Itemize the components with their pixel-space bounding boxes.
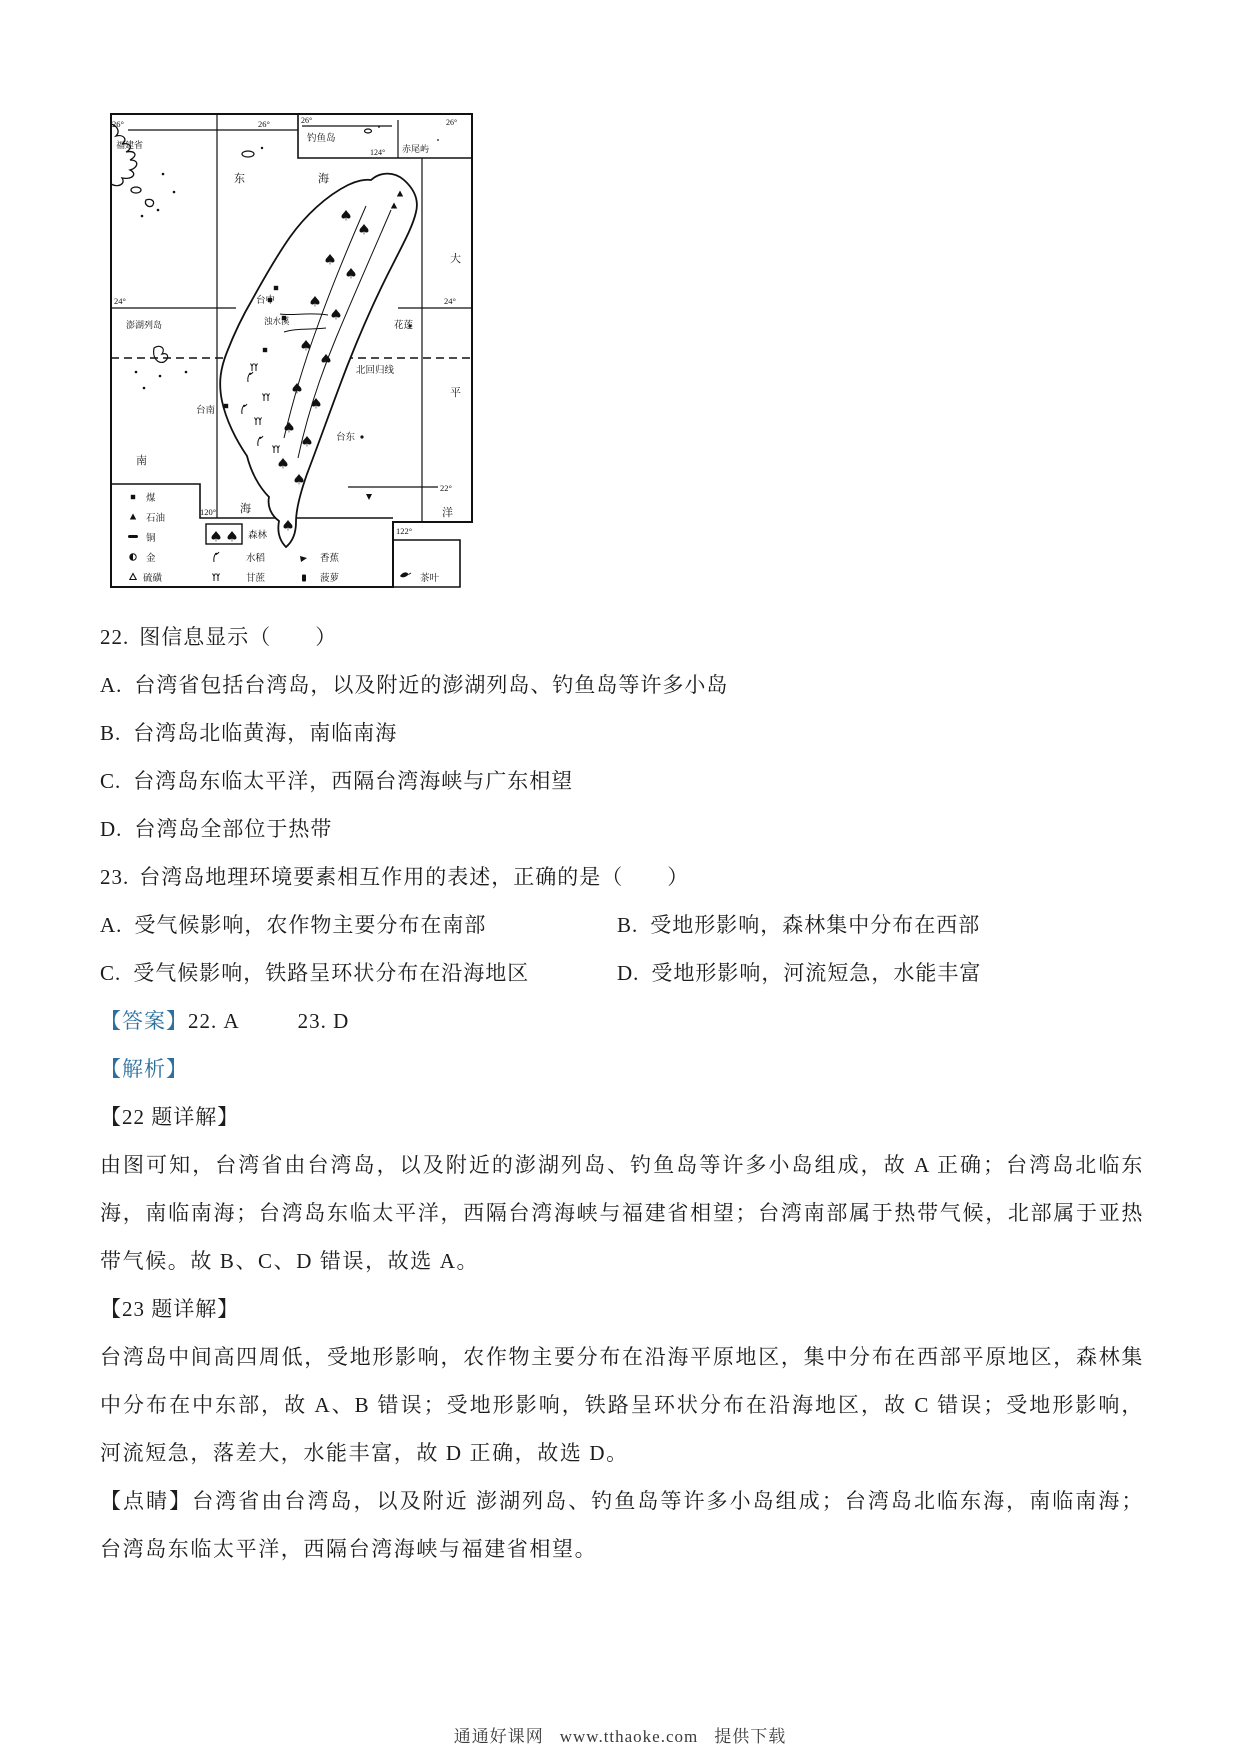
q23-option-d bbox=[617, 961, 981, 985]
label-tainan: 台南 bbox=[196, 406, 216, 416]
label-lat24-left: 24° bbox=[114, 296, 126, 306]
answer-22: 22. A bbox=[188, 1009, 240, 1033]
answer-line bbox=[100, 997, 1144, 1045]
sulfur-icon bbox=[130, 574, 136, 580]
label-chiwei: 赤尾屿 bbox=[402, 144, 430, 154]
label-lat26-mid: 26° bbox=[258, 119, 270, 129]
q23-option-b-text: 受地形影响，森林集中分布在西部 bbox=[650, 913, 981, 937]
legend-sulfur-label: 硫磺 bbox=[143, 574, 163, 584]
label-taizhong: 台中 bbox=[256, 296, 276, 306]
label-penghu: 澎湖列岛 bbox=[126, 320, 163, 330]
q22-option-b-text: 台湾岛北临黄海，南临南海 bbox=[133, 721, 398, 745]
forest-icon-box bbox=[206, 524, 242, 544]
detail-22-text: 由图可知，台湾省由台湾岛，以及附近的澎湖列岛、钓鱼岛等许多小岛组成，故 A 正确；台湾岛北临东海，南临南海；台湾岛东临太平洋，西隔台湾海峡与福建省相望；台湾南部属于热带气候，北部属于亚热带气候。故 B、C、D 错误，故选 A。 bbox=[100, 1153, 1144, 1273]
q22-option-c bbox=[100, 757, 1144, 805]
tea-icon bbox=[400, 572, 411, 577]
label-south: 南 bbox=[136, 455, 147, 467]
rice-icon bbox=[214, 552, 219, 562]
q22-option-a bbox=[100, 661, 1144, 709]
dianjing-text: 台湾省由台湾岛，以及附近 澎湖列岛、钓鱼岛等许多小岛组成；台湾岛北临东海，南临南海；台湾岛东临太平洋，西隔台湾海峡与福建省相望。 bbox=[100, 1489, 1144, 1561]
legend-copper-label: 铜 bbox=[146, 534, 156, 544]
label-sea-south: 海 bbox=[240, 503, 251, 515]
q23-option-a-text: 受气候影响，农作物主要分布在南部 bbox=[134, 913, 487, 937]
footer-url: www.tthaoke.com bbox=[559, 1727, 699, 1746]
label-pacific-1: 大 bbox=[450, 253, 461, 265]
q22-option-c-text: 台湾岛东临太平洋，西隔台湾海峡与广东相望 bbox=[133, 769, 574, 793]
label-lat26-left: 26° bbox=[112, 119, 124, 129]
analysis-tag-line bbox=[100, 1045, 1144, 1093]
legend-pineapple-label: 菠萝 bbox=[320, 574, 340, 584]
question-22-number: 22. bbox=[100, 625, 130, 649]
answer-23: 23. D bbox=[297, 1009, 350, 1033]
footer-site-name: 通通好课网 bbox=[453, 1727, 544, 1746]
q23-option-d-text: 受地形影响，河流短急，水能丰富 bbox=[651, 961, 982, 985]
page-footer bbox=[0, 1722, 1240, 1747]
legend-tea-label: 茶叶 bbox=[420, 574, 440, 584]
q22-option-c-label: C. bbox=[100, 769, 122, 793]
exam-body bbox=[100, 613, 1144, 1573]
forest-icon bbox=[212, 531, 237, 542]
q23-option-a-label: A. bbox=[100, 913, 123, 937]
answer-tag: 【答案】 bbox=[100, 1009, 188, 1033]
q22-option-d-text: 台湾岛全部位于热带 bbox=[134, 817, 333, 841]
legend-banana-label: 香蕉 bbox=[320, 554, 340, 564]
dianjing-paragraph bbox=[100, 1477, 1144, 1573]
pineapple-icon bbox=[302, 575, 306, 582]
q23-option-c bbox=[100, 949, 617, 997]
banana-icon bbox=[300, 556, 307, 562]
q22-option-d-label: D. bbox=[100, 817, 123, 841]
taiwan-map-figure bbox=[108, 110, 475, 592]
legend-coal-label: 煤 bbox=[146, 494, 156, 504]
detail-23-title: 【23 题详解】 bbox=[100, 1297, 240, 1321]
label-taidong: 台东 bbox=[336, 433, 356, 443]
sugarcane-icon bbox=[213, 574, 220, 582]
label-pacific-3: 洋 bbox=[442, 507, 453, 519]
question-23-text: 台湾岛地理环境要素相互作用的表述，正确的是（ ） bbox=[139, 865, 690, 889]
legend-gold-label: 金 bbox=[146, 554, 156, 564]
label-fujian: 福建省 bbox=[116, 140, 144, 150]
penghu-islands bbox=[135, 346, 188, 389]
q23-options-row-2 bbox=[100, 949, 1144, 997]
q23-option-b-label: B. bbox=[617, 913, 639, 937]
label-lat24-right: 24° bbox=[444, 296, 456, 306]
taiwan-island-outline bbox=[220, 174, 417, 547]
detail-22-paragraph bbox=[100, 1141, 1144, 1285]
q22-option-b bbox=[100, 709, 1144, 757]
q23-option-c-text: 受气候影响，铁路呈环状分布在沿海地区 bbox=[133, 961, 530, 985]
q23-option-b bbox=[617, 913, 980, 937]
q22-option-a-label: A. bbox=[100, 673, 123, 697]
label-tropic: 北回归线 bbox=[356, 366, 395, 376]
q23-option-c-label: C. bbox=[100, 961, 122, 985]
label-sea-east: 海 bbox=[318, 173, 329, 185]
legend-oil-label: 石油 bbox=[146, 514, 166, 524]
oil-icon bbox=[130, 514, 136, 520]
dianjing-tag: 【点睛】 bbox=[100, 1489, 193, 1513]
label-east: 东 bbox=[234, 173, 245, 185]
question-22-text: 图信息显示（ ） bbox=[139, 625, 338, 649]
q22-option-d bbox=[100, 805, 1144, 853]
detail-22-title: 【22 题详解】 bbox=[100, 1105, 240, 1129]
label-hualian: 花莲 bbox=[394, 321, 414, 331]
detail-23-paragraph bbox=[100, 1333, 1144, 1477]
q22-option-b-label: B. bbox=[100, 721, 122, 745]
footer-suffix: 提供下载 bbox=[714, 1727, 787, 1746]
q23-option-a bbox=[100, 901, 617, 949]
analysis-tag: 【解析】 bbox=[100, 1057, 188, 1081]
diaoyu-inset bbox=[365, 126, 439, 141]
label-lat22: 22° bbox=[440, 483, 452, 493]
label-pacific-2: 平 bbox=[450, 387, 461, 399]
legend-forest-label: 森林 bbox=[248, 531, 268, 541]
q23-option-d-label: D. bbox=[617, 961, 640, 985]
taiwan-map-svg bbox=[108, 110, 475, 592]
label-lon122: 122° bbox=[396, 526, 413, 536]
copper-icon bbox=[128, 535, 138, 538]
label-lon124: 124° bbox=[370, 148, 386, 157]
label-zhuoshuixi: 浊水溪 bbox=[264, 316, 290, 326]
question-23-stem bbox=[100, 853, 1144, 901]
legend-sugarcane-label: 甘蔗 bbox=[246, 574, 266, 584]
label-diaoyu: 钓鱼岛 bbox=[307, 134, 336, 144]
legend-rice-label: 水稻 bbox=[246, 554, 266, 564]
q23-options-row-1 bbox=[100, 901, 1144, 949]
label-inset-lat26-right: 26° bbox=[446, 118, 458, 127]
coal-icon bbox=[131, 495, 135, 499]
fujian-coastline bbox=[111, 124, 154, 207]
question-22-stem bbox=[100, 613, 1144, 661]
detail-23-text: 台湾岛中间高四周低，受地形影响，农作物主要分布在沿海平原地区，集中分布在西部平原地区，森林集中分布在中东部，故 A、B 错误；受地形影响，铁路呈环状分布在沿海地区，故 C 错误；受地形影响，河流短急，落差大，水能丰富，故 D 正确，故选 D。 bbox=[100, 1345, 1144, 1465]
gold-icon bbox=[130, 554, 136, 560]
q22-option-a-text: 台湾省包括台湾岛，以及附近的澎湖列岛、钓鱼岛等许多小岛 bbox=[134, 673, 729, 697]
question-23-number: 23. bbox=[100, 865, 130, 889]
label-inset-lat26: 26° bbox=[301, 116, 313, 125]
label-lon120: 120° bbox=[200, 507, 217, 517]
